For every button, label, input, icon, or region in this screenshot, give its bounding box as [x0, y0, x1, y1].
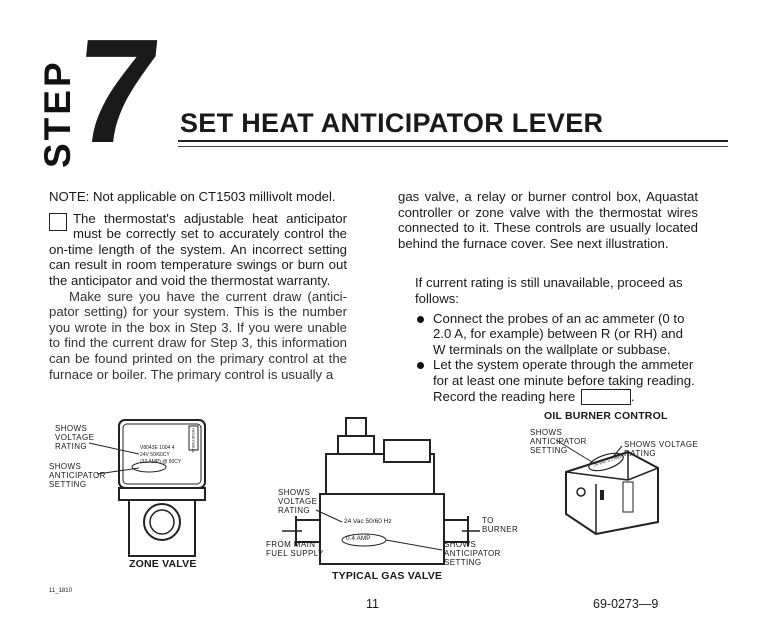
gas-valve-caption: TYPICAL GAS VALVE	[332, 570, 443, 582]
title-rule-thin	[178, 146, 728, 147]
zv-voltage-label: SHOWS VOLTAGE RATING	[55, 424, 95, 451]
bullet-icon	[417, 316, 424, 323]
zone-valve-caption: ZONE VALVE	[129, 558, 197, 570]
left-column	[49, 189, 347, 382]
gv-amp-text: 0.4 AMP	[346, 535, 371, 542]
gv-anticipator-label: SHOWS ANTICIPATOR SETTING	[444, 540, 501, 567]
title-rule-thick	[178, 140, 728, 142]
ob-dial: 24 VAC 0.2 AMP	[592, 453, 623, 468]
note-text: NOTE: Not applicable on CT1503 millivolt model.	[49, 189, 336, 204]
step-word-text: STEP	[38, 59, 78, 168]
intro-text: The thermostat's adjustable heat anticipator must be correctly set to accurately control the on-time length of the system. An incorrect setting can result in room temperature swings or burn out the anticipator and void the thermostat warranty.	[49, 210, 347, 288]
unavailable-paragraph: If current rating is still unavailable, proceed as follows:	[415, 275, 683, 306]
ob-voltage-label: SHOWS VOLTAGE RATING	[624, 440, 699, 458]
ob-anticipator-label: SHOWS ANTICIPATOR SETTING	[530, 428, 587, 455]
gv-to-label: TO BURNER	[482, 516, 519, 534]
gv-voltage-label: SHOWS VOLTAGE RATING	[278, 488, 318, 515]
footer-tag: 11_1810	[49, 588, 72, 594]
controls-paragraph: gas valve, a relay or burner control box, Aquastat controller or zone valve with the thermostat wires connected to it. These controls are usually located behind the furnace cover. See next illustration.	[398, 189, 698, 251]
document-code: 69-0273—9	[593, 597, 659, 611]
zv-brand: HONEYWELL	[191, 428, 196, 454]
page-title: SET HEAT ANTICIPATOR LEVER	[180, 108, 604, 138]
zone-valve-figure	[49, 416, 219, 576]
steps-list	[415, 311, 698, 405]
list-item: Let the system operate through the ammeter for at least one minute before taking reading. Record the reading here .	[433, 357, 698, 405]
gv-from-label: FROM MAIN FUEL SUPPLY	[266, 540, 324, 558]
zv-plate: V8043E 1004 4 24V 50/60CY (32 AMP) @ 60CY	[140, 445, 182, 465]
oil-burner-figure	[528, 410, 728, 535]
gas-valve-figure	[266, 410, 526, 585]
bullet-icon	[417, 362, 424, 369]
current-draw-paragraph: Make sure you have the current draw (antici-pator setting) for your system. This is the number you wrote in the box in Step 3. If you were unable to find the current draw for Step 3, this information can be found printed on the primary control at the furnace or boiler. The primary control is usually a	[49, 288, 347, 382]
zv-anticipator-label: SHOWS ANTICIPATOR SETTING	[49, 462, 106, 489]
reading-blank-box[interactable]	[581, 389, 631, 405]
right-column	[398, 189, 698, 405]
intro-paragraph	[49, 211, 347, 289]
checkbox[interactable]	[49, 213, 67, 231]
page-number: 11	[366, 597, 379, 611]
oil-burner-caption: OIL BURNER CONTROL	[544, 410, 668, 422]
list-item: Connect the probes of an ac ammeter (0 to 2.0 A, for example) between R (or RH) and W terminals on the wallplate or subbase.	[433, 311, 698, 358]
step-number: 7	[67, 9, 168, 174]
gv-voltage-text: 24 Vac 50/60 Hz	[344, 518, 392, 525]
